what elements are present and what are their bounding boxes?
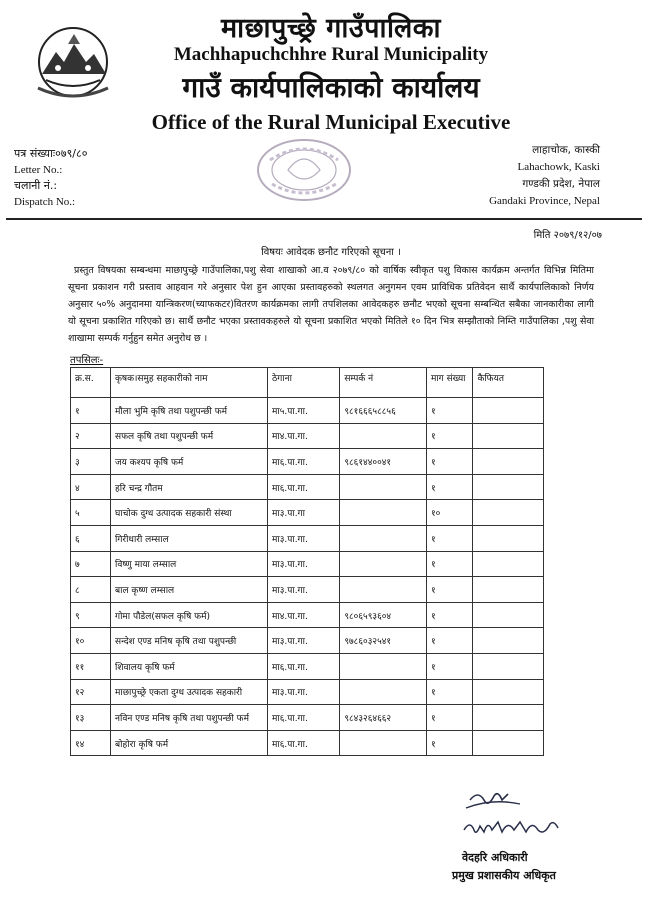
cell-quantity: १ (426, 525, 472, 551)
cell-name: हरि चन्द्र गौतम (111, 474, 268, 500)
cell-remarks (473, 551, 544, 577)
cell-sn: १ (71, 398, 111, 424)
cell-name: मौला भुमि कृषि तथा पशुपन्छी फर्म (111, 398, 268, 424)
en-municipality-title: Machhapuchchhre Rural Municipality (173, 44, 489, 65)
handwritten-signature (462, 786, 582, 846)
cell-name: जय कश्यप कृषि फर्म (111, 449, 268, 475)
table-row (71, 577, 544, 603)
cell-sn: ५ (71, 500, 111, 526)
cell-address: मा३.पा.गा (268, 500, 340, 526)
signatory-name: वेदहरि अधिकारी (462, 851, 528, 864)
col-header-quantity: माग संख्या (426, 368, 472, 398)
col-header-remarks: कैफियत (473, 368, 544, 398)
cell-sn: १२ (71, 679, 111, 705)
cell-sn: १० (71, 628, 111, 654)
cell-quantity: १ (426, 679, 472, 705)
cell-contact (340, 551, 427, 577)
cell-quantity: १ (426, 551, 472, 577)
place-en: Lahachowk, Kaski (517, 161, 600, 173)
cell-name: गोमा पौडेल(सफल कृषि फर्म) (111, 602, 268, 628)
cell-remarks (473, 449, 544, 475)
cell-name: नविन एण्ड मनिष कृषि तथा पशुपन्छी फर्म (111, 705, 268, 731)
cell-name: बाल कृष्ण लम्साल (111, 577, 268, 603)
cell-name: सफल कृषि तथा पशुपन्छी फर्म (111, 423, 268, 449)
table-row (71, 679, 544, 705)
cell-sn: १४ (71, 730, 111, 756)
letter-meta (14, 146, 87, 210)
cell-sn: ४ (71, 474, 111, 500)
cell-remarks (473, 679, 544, 705)
table-row (71, 525, 544, 551)
cell-sn: २ (71, 423, 111, 449)
col-header-contact: सम्पर्क नं (340, 368, 427, 398)
cell-address: मा३.पा.गा. (268, 551, 340, 577)
cell-quantity: १ (426, 398, 472, 424)
letter-body: प्रस्तुत विषयका सम्बन्धमा माछापुच्छ्रे गाउँपालिका,पशु सेवा शाखाको आ.व २०७९/८० को वार्षिक स्वीकृत पशु विकास कार्यक्रम अन्तर्गत विभिन्न मितिमा सूचना प्रकाशन गरी प्रस्ताव आहवान गरे अनुसार पेश हुन आएका प्रस्तावहरुको स्थलगत अनुगमन एवम प्राविधिक प्रतिवेदन सार्थै कार्यपालिकाको निर्णय अनुसार ५०% अनुदानमा यान्त्रिकरण(च्याफकटर)वितरण कार्यक्रमका लागी तपशिलका आवेदकहरु छनौट भएको सूचना सम्बन्धित सबैका जानकारीका लागी यो सूचना प्रकाशित गरिएको छ। सार्थै छनौट भएका प्रस्तावकहरुले यो सूचना प्रकाशित भएको मितिले १० दिन भित्र सम्झौताको निम्ति गाउँपालिका ,पशु सेवा शाखामा सम्पर्क गर्नुहुन समेत अनुरोध छ । (68, 265, 594, 344)
cell-quantity: १० (426, 500, 472, 526)
np-municipality-title: माछापुच्छ्रे गाउँपालिका (220, 13, 441, 44)
province-en: Gandaki Province, Nepal (489, 195, 600, 207)
table-row (71, 602, 544, 628)
cell-remarks (473, 628, 544, 654)
cell-address: मा३.पा.गा. (268, 577, 340, 603)
cell-contact (340, 500, 427, 526)
cell-remarks (473, 423, 544, 449)
table-row (71, 398, 544, 424)
cell-address: मा५.पा.गा. (268, 398, 340, 424)
cell-quantity: १ (426, 653, 472, 679)
cell-contact (340, 577, 427, 603)
cell-sn: ९ (71, 602, 111, 628)
cell-address: मा४.पा.गा. (268, 423, 340, 449)
cell-address: मा३.पा.गा. (268, 525, 340, 551)
en-office-title: Office of the Rural Municipal Executive (151, 110, 511, 134)
cell-quantity: १ (426, 577, 472, 603)
cell-sn: ७ (71, 551, 111, 577)
cell-sn: ६ (71, 525, 111, 551)
office-address (489, 142, 600, 210)
cell-address: मा४.पा.गा. (268, 602, 340, 628)
col-header-sn: क्र.स. (71, 368, 111, 398)
cell-remarks (473, 525, 544, 551)
table-row (71, 423, 544, 449)
cell-quantity: १ (426, 474, 472, 500)
np-office-title: गाउँ कार्यपालिकाको कार्यालय (182, 71, 480, 104)
cell-contact (340, 525, 427, 551)
cell-remarks (473, 705, 544, 731)
cell-address: मा३.पा.गा. (268, 679, 340, 705)
letter-no-np: पत्र संख्याः०७९/८० (14, 147, 88, 160)
cell-address: मा६.पा.गा. (268, 730, 340, 756)
cell-address: मा६.पा.गा. (268, 474, 340, 500)
cell-name: सन्देश एण्ड मनिष कृषि तथा पशुपन्छी (111, 628, 268, 654)
cell-sn: ३ (71, 449, 111, 475)
cell-remarks (473, 398, 544, 424)
cell-address: मा६.पा.गा. (268, 449, 340, 475)
selected-applicants-table (70, 367, 544, 756)
table-row (71, 551, 544, 577)
cell-sn: ११ (71, 653, 111, 679)
table-row (71, 653, 544, 679)
header-divider (6, 218, 642, 220)
cell-contact (340, 653, 427, 679)
cell-quantity: १ (426, 449, 472, 475)
cell-name: माछापुच्छ्रे एकता दुग्ध उत्पादक सहकारी (111, 679, 268, 705)
cell-quantity: १ (426, 705, 472, 731)
letter-date: मिति २०७९/१२/०७ (533, 230, 602, 241)
cell-remarks (473, 653, 544, 679)
cell-remarks (473, 500, 544, 526)
cell-name: गिरीधारी लम्साल (111, 525, 268, 551)
col-header-address: ठेगाना (268, 368, 340, 398)
table-row (71, 449, 544, 475)
cell-contact (340, 679, 427, 705)
cell-name: शिवालय कृषि फर्म (111, 653, 268, 679)
office-stamp-icon (250, 130, 358, 208)
table-row (71, 474, 544, 500)
place-np: लाहाचोक, कास्की (532, 144, 600, 156)
province-np: गण्डकी प्रदेश, नेपाल (522, 178, 600, 190)
cell-remarks (473, 577, 544, 603)
cell-address: मा६.पा.गा. (268, 705, 340, 731)
table-row (71, 705, 544, 731)
dispatch-no-en: Dispatch No.: (14, 196, 76, 208)
signatory-title: प्रमुख प्रशासकीय अधिकृत (452, 869, 556, 882)
dispatch-no-np: चलानी नं.: (14, 179, 58, 192)
cell-quantity: १ (426, 423, 472, 449)
table-row (71, 500, 544, 526)
cell-contact: ९८६१४४००४१ (340, 449, 427, 475)
cell-contact: ९८०६५९३६०४ (340, 602, 427, 628)
cell-contact (340, 474, 427, 500)
cell-name: बोहोरा कृषि फर्म (111, 730, 268, 756)
letter-no-en: Letter No.: (14, 164, 63, 176)
cell-sn: ८ (71, 577, 111, 603)
letter-subject: विषयः आवेदक छनौट गरिएको सूचना । (261, 247, 401, 258)
cell-remarks (473, 602, 544, 628)
cell-contact: ९८१६६६५८८५६ (340, 398, 427, 424)
details-label: तपसिलः- (70, 355, 104, 366)
cell-contact: ९८४३२६४६६२ (340, 705, 427, 731)
cell-name: घाचोक दुग्ध उत्पादक सहकारी संस्था (111, 500, 268, 526)
cell-sn: १३ (71, 705, 111, 731)
table-header-row (71, 368, 544, 398)
cell-contact (340, 730, 427, 756)
cell-remarks (473, 730, 544, 756)
table-row (71, 628, 544, 654)
cell-address: मा३.पा.गा. (268, 628, 340, 654)
cell-contact: ९७८६०३२५४१ (340, 628, 427, 654)
cell-quantity: १ (426, 730, 472, 756)
cell-address: मा६.पा.गा. (268, 653, 340, 679)
cell-quantity: १ (426, 602, 472, 628)
col-header-name: कृषक।समुह सहकारीको नाम (111, 368, 268, 398)
table-row (71, 730, 544, 756)
table-body (71, 398, 544, 756)
cell-remarks (473, 474, 544, 500)
cell-quantity: १ (426, 628, 472, 654)
cell-contact (340, 423, 427, 449)
cell-name: विष्णु माया लम्साल (111, 551, 268, 577)
